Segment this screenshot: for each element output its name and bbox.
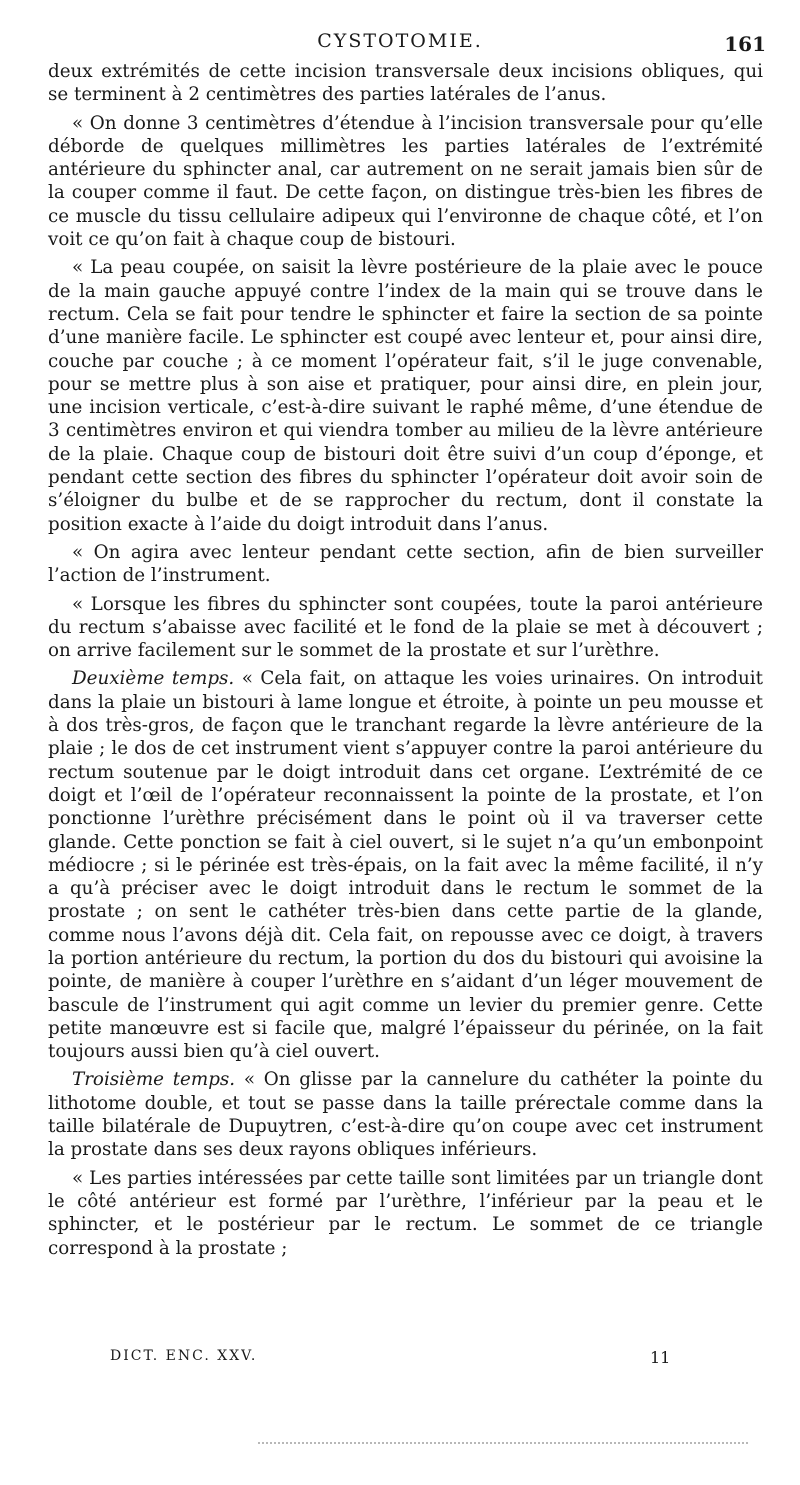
page-footer bbox=[0, 1348, 800, 1372]
paragraph bbox=[48, 60, 763, 107]
section-lead: Troisième temps. bbox=[72, 1069, 236, 1091]
paragraph-text: « On donne 3 centimètres d’étendue à l’incision transversale pour qu’elle déborde de quelques millimètres les parties latérales de l’extrémité antérieure du sphincter anal, car autrement on ne serait jamais bien sûr de la couper comme il faut. De cette façon, on distingue très-bien les fibres de ce muscle du tissu cellulaire adipeux qui l’environne de chaque côté, et l’on voit ce qu’on fait à chaque coup de bistouri. bbox=[48, 112, 763, 251]
paragraph-text: « Cela fait, on attaque les voies urinaires. On introduit dans la plaie un bistouri à lame longue et étroite, à pointe un peu mousse et à dos très-gros, de façon que le tranchant regarde la lèvre antérieure de la plaie ; le dos de cet instrument vient s’appuyer contre la paroi antérieure du rectum soutenue par le doigt introduit dans cet organe. L’extrémité de ce doigt et l’œil de l’opérateur reconnaissent la pointe de la prostate, et l’on ponctionne l’urèthre précisément dans le point où il va traverser cette glande. Cette ponction se fait à ciel ouvert, si le sujet n’a qu’un embonpoint médiocre ; si le périnée est très-épais, on la fait avec la même facilité, il n’y a qu’à préciser avec le doigt introduit dans le rectum le sommet de la prostate ; on sent le cathéter très-bien dans cette partie de la glande, comme nous l’avons déjà dit. Cela fait, on repousse avec ce doigt, à travers la portion antérieure du rectum, la portion du dos du bistouri qui avoisine la pointe, de manière à couper l’urèthre en s’aidant d’un léger mouvement de bascule de l’instrument qui agit comme un levier du premier genre. Cette petite manœuvre est si facile que, malgré l’épaisseur du périnée, on la fait toujours aussi bien qu’à ciel ouvert. bbox=[48, 668, 763, 1063]
paragraph-text: « Les parties intéressées par cette taille sont limitées par un triangle dont le côté antérieur est formé par l’urèthre, l’inférieur par la peau et le sphincter, et le postérieur par le rectum. Le sommet de ce triangle correspond à la prostate ; bbox=[48, 1167, 763, 1259]
paragraph bbox=[48, 256, 763, 536]
sheet-number: 11 bbox=[650, 1348, 671, 1367]
scan-artifact-line bbox=[258, 1442, 748, 1444]
running-head bbox=[0, 30, 800, 56]
paragraph bbox=[48, 667, 763, 1063]
paragraph-text: « On agira avec lenteur pendant cette section, afin de bien surveiller l’action de l’instrument. bbox=[48, 541, 763, 587]
paragraph-text: deux extrémités de cette incision transversale deux incisions obliques, qui se terminent à 2 centimètres des parties latérales de l’anus. bbox=[48, 61, 763, 106]
paragraph bbox=[48, 593, 763, 663]
page-title: CYSTOTOMIE. bbox=[317, 30, 483, 52]
paragraph-text: « La peau coupée, on saisit la lèvre postérieure de la plaie avec le pouce de la main gauche appuyé contre l’index de la main qui se trouve dans le rectum. Cela se fait pour tendre le sphincter et faire la section de sa pointe d’une manière facile. Le sphincter est coupé avec lenteur et, pour ainsi dire, couche par couche ; à ce moment l’opérateur fait, s’il le juge convenable, pour se mettre plus à son aise et pratiquer, pour ainsi dire, en plein jour, une incision verticale, c’est-à-dire suivant le raphé même, d’une étendue de 3 centimètres environ et qui viendra tomber au milieu de la lèvre antérieure de la plaie. Chaque coup de bistouri doit être suivi d’un coup d’éponge, et pendant cette section des fibres du sphincter l’opérateur doit avoir soin de s’éloigner du bulbe et de se rapprocher du rectum, dont il constate la position exacte à l’aide du doigt introduit dans l’anus. bbox=[48, 257, 763, 535]
printer-signature: DICT. ENC. XXV. bbox=[110, 1348, 258, 1364]
body-text bbox=[48, 60, 763, 1265]
paragraph bbox=[48, 541, 763, 588]
paragraph bbox=[48, 112, 763, 252]
paragraph-text: « On glisse par la cannelure du cathéter la pointe du lithotome double, et tout se passe dans la taille prérectale comme dans la taille bilatérale de Dupuytren, c’est-à-dire qu’on coupe avec cet instrument la prostate dans ses deux rayons obliques inférieurs. bbox=[48, 1069, 763, 1161]
paragraph-text: « Lorsque les fibres du sphincter sont coupées, toute la paroi antérieure du rectum s’abaisse avec facilité et le fond de la plaie se met à découvert ; on arrive facilement sur le sommet de la prostate et sur l’urèthre. bbox=[48, 593, 763, 662]
paragraph bbox=[48, 1167, 763, 1260]
section-lead: Deuxième temps. bbox=[72, 668, 235, 690]
page-number: 161 bbox=[724, 32, 766, 56]
paragraph bbox=[48, 1068, 763, 1161]
